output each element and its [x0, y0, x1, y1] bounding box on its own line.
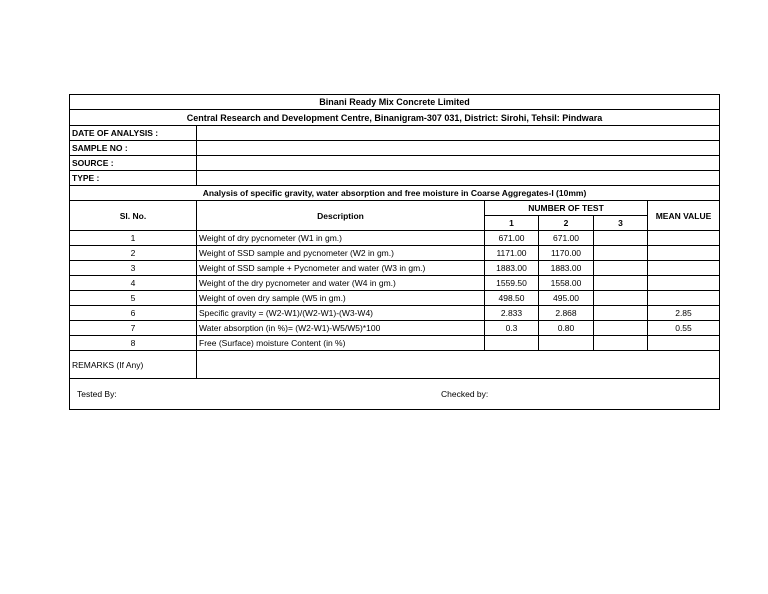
table-row [70, 291, 720, 306]
table-row [70, 276, 720, 291]
table-row [70, 231, 720, 246]
test-3-cell[interactable] [594, 321, 648, 336]
test-1-cell[interactable]: 0.3 [485, 321, 539, 336]
date-value-cell[interactable] [197, 126, 720, 141]
table-row [70, 261, 720, 276]
sl-no-header: Sl. No. [70, 201, 197, 231]
sample-value-cell[interactable] [197, 141, 720, 156]
type-label: TYPE : [70, 171, 197, 186]
sl-no-cell: 3 [70, 261, 197, 276]
test-2-cell[interactable]: 0.80 [539, 321, 594, 336]
type-value-cell[interactable] [197, 171, 720, 186]
report-table [69, 94, 720, 410]
test-1-header: 1 [485, 216, 539, 231]
source-value-cell[interactable] [197, 156, 720, 171]
signature-row [70, 379, 720, 410]
table-row [70, 321, 720, 336]
sl-no-cell: 1 [70, 231, 197, 246]
mean-value-cell[interactable]: 2.85 [648, 306, 720, 321]
mean-value-cell[interactable] [648, 246, 720, 261]
description-header: Description [197, 201, 485, 231]
description-cell: Weight of oven dry sample (W5 in gm.) [197, 291, 485, 306]
description-cell: Specific gravity = (W2-W1)/(W2-W1)-(W3-W4) [197, 306, 485, 321]
test-2-header: 2 [539, 216, 594, 231]
description-cell: Weight of SSD sample and pycnometer (W2 in gm.) [197, 246, 485, 261]
sl-no-cell: 5 [70, 291, 197, 306]
signature-cell [70, 379, 720, 410]
tested-by-label: Tested By: [77, 389, 117, 399]
test-1-cell[interactable]: 498.50 [485, 291, 539, 306]
test-3-cell[interactable] [594, 306, 648, 321]
test-2-cell[interactable] [539, 336, 594, 351]
test-1-cell[interactable]: 1883.00 [485, 261, 539, 276]
table-row [70, 336, 720, 351]
date-label: DATE OF ANALYSIS : [70, 126, 197, 141]
sl-no-cell: 8 [70, 336, 197, 351]
description-cell: Water absorption (in %)= (W2-W1)-W5/W5)*100 [197, 321, 485, 336]
description-cell: Weight of SSD sample + Pycnometer and water (W3 in gm.) [197, 261, 485, 276]
test-report-sheet [69, 94, 719, 410]
column-header-row-1 [70, 201, 720, 216]
test-3-cell[interactable] [594, 336, 648, 351]
remarks-row [70, 351, 720, 379]
test-3-cell[interactable] [594, 231, 648, 246]
test-1-cell[interactable]: 1171.00 [485, 246, 539, 261]
sl-no-cell: 2 [70, 246, 197, 261]
table-row [70, 246, 720, 261]
test-2-cell[interactable]: 1170.00 [539, 246, 594, 261]
mean-value-cell[interactable]: 0.55 [648, 321, 720, 336]
description-cell: Weight of dry pycnometer (W1 in gm.) [197, 231, 485, 246]
sample-row [70, 141, 720, 156]
company-title-row [70, 95, 720, 110]
remarks-label: REMARKS (If Any) [70, 351, 197, 379]
test-1-cell[interactable]: 671.00 [485, 231, 539, 246]
sl-no-cell: 7 [70, 321, 197, 336]
test-2-cell[interactable]: 671.00 [539, 231, 594, 246]
centre-address: Central Research and Development Centre, Binanigram-307 031, District: Sirohi, Tehsil: Pindwara [70, 110, 720, 126]
test-1-cell[interactable]: 2.833 [485, 306, 539, 321]
centre-title-row [70, 110, 720, 126]
mean-value-cell[interactable] [648, 291, 720, 306]
analysis-title-row [70, 186, 720, 201]
data-rows [70, 231, 720, 351]
test-3-header: 3 [594, 216, 648, 231]
sl-no-cell: 4 [70, 276, 197, 291]
test-3-cell[interactable] [594, 261, 648, 276]
mean-value-cell[interactable] [648, 336, 720, 351]
analysis-title: Analysis of specific gravity, water absorption and free moisture in Coarse Aggregates-I (10mm) [70, 186, 720, 201]
test-2-cell[interactable]: 495.00 [539, 291, 594, 306]
company-name: Binani Ready Mix Concrete Limited [70, 95, 720, 110]
description-cell: Weight of the dry pycnometer and water (W4 in gm.) [197, 276, 485, 291]
remarks-value-cell[interactable] [197, 351, 720, 379]
test-2-cell[interactable]: 1883.00 [539, 261, 594, 276]
sample-label: SAMPLE NO : [70, 141, 197, 156]
description-cell: Free (Surface) moisture Content (in %) [197, 336, 485, 351]
mean-value-cell[interactable] [648, 261, 720, 276]
test-3-cell[interactable] [594, 291, 648, 306]
test-3-cell[interactable] [594, 246, 648, 261]
test-2-cell[interactable]: 2.868 [539, 306, 594, 321]
test-1-cell[interactable]: 1559.50 [485, 276, 539, 291]
sl-no-cell: 6 [70, 306, 197, 321]
test-2-cell[interactable]: 1558.00 [539, 276, 594, 291]
source-label: SOURCE : [70, 156, 197, 171]
mean-value-cell[interactable] [648, 231, 720, 246]
source-row [70, 156, 720, 171]
mean-value-header: MEAN VALUE [648, 201, 720, 231]
checked-by-label: Checked by: [441, 389, 489, 399]
type-row [70, 171, 720, 186]
table-row [70, 306, 720, 321]
date-row [70, 126, 720, 141]
test-3-cell[interactable] [594, 276, 648, 291]
mean-value-cell[interactable] [648, 276, 720, 291]
test-1-cell[interactable] [485, 336, 539, 351]
number-of-test-header: NUMBER OF TEST [485, 201, 648, 216]
